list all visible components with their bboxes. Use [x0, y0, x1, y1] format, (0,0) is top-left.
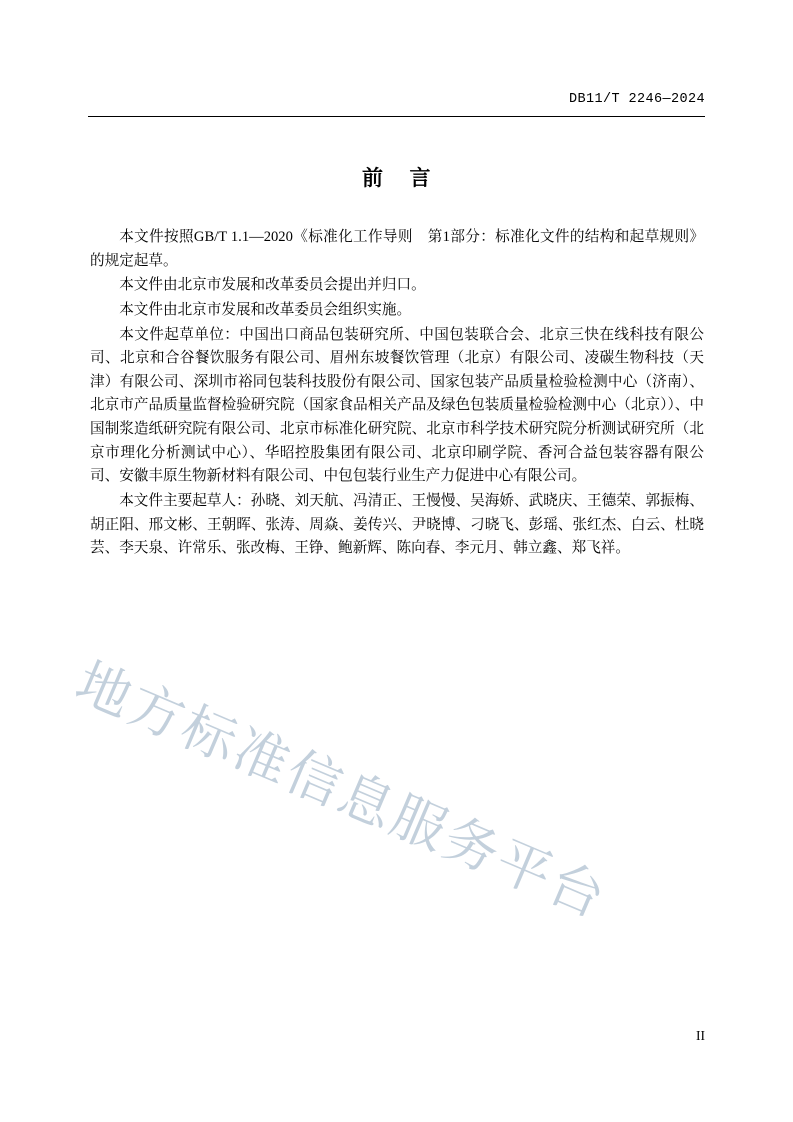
page-header [88, 92, 705, 118]
paragraph-main-drafters: 本文件主要起草人：孙晓、刘天航、冯清正、王慢慢、吴海娇、武晓庆、王德荣、郭振梅、胡正阳、邢文彬、王朝晖、张涛、周焱、姜传兴、尹晓博、刁晓飞、彭瑶、张红杰、白云、杜晓芸、李天泉、许常乐、张改梅、王铮、鲍新辉、陈向春、李元月、韩立鑫、郑飞祥。 [90, 493, 704, 557]
paragraph-implemented-by: 本文件由北京市发展和改革委员会组织实施。 [119, 301, 412, 318]
paragraph-drafting-rules: 本文件按照GB/T 1.1—2020《标准化工作导则 第1部分：标准化文件的结构和起草规则》的规定起草。 [90, 229, 704, 269]
page-footer [88, 1028, 705, 1044]
page-title-char-1: 前 [362, 166, 384, 190]
foreword-body [90, 226, 704, 562]
page-title [0, 162, 793, 192]
page-number: II [696, 1028, 705, 1043]
standard-code: DB11/T 2246—2024 [568, 92, 705, 107]
paragraph-proposed-by: 本文件由北京市发展和改革委员会提出并归口。 [119, 277, 426, 294]
paragraph-drafting-organizations: 本文件起草单位：中国出口商品包装研究所、中国包装联合会、北京三快在线科技有限公司、北京和合谷餐饮服务有限公司、眉州东坡餐饮管理（北京）有限公司、凌碳生物科技（天津）有限公司、深圳市裕同包装科技股份有限公司、国家包装产品质量检验检测中心（济南）、北京市产品质量监督检验研究院（国家食品相关产品及绿色包装质量检验检测中心（北京））、中国制浆造纸研究院有限公司、北京市标准化研究院、北京市科学技术研究院分析测试研究所（北京市理化分析测试中心）、华昭控股集团有限公司、北京印刷学院、香河合益包装容器有限公司、安徽丰原生物新材料有限公司、中包包装行业生产力促进中心有限公司。 [90, 326, 704, 485]
page-title-char-2: 言 [409, 166, 431, 190]
watermark [67, 640, 696, 940]
header-divider [88, 116, 705, 117]
watermark-text: 地方标准信息服务平台 [67, 651, 616, 930]
